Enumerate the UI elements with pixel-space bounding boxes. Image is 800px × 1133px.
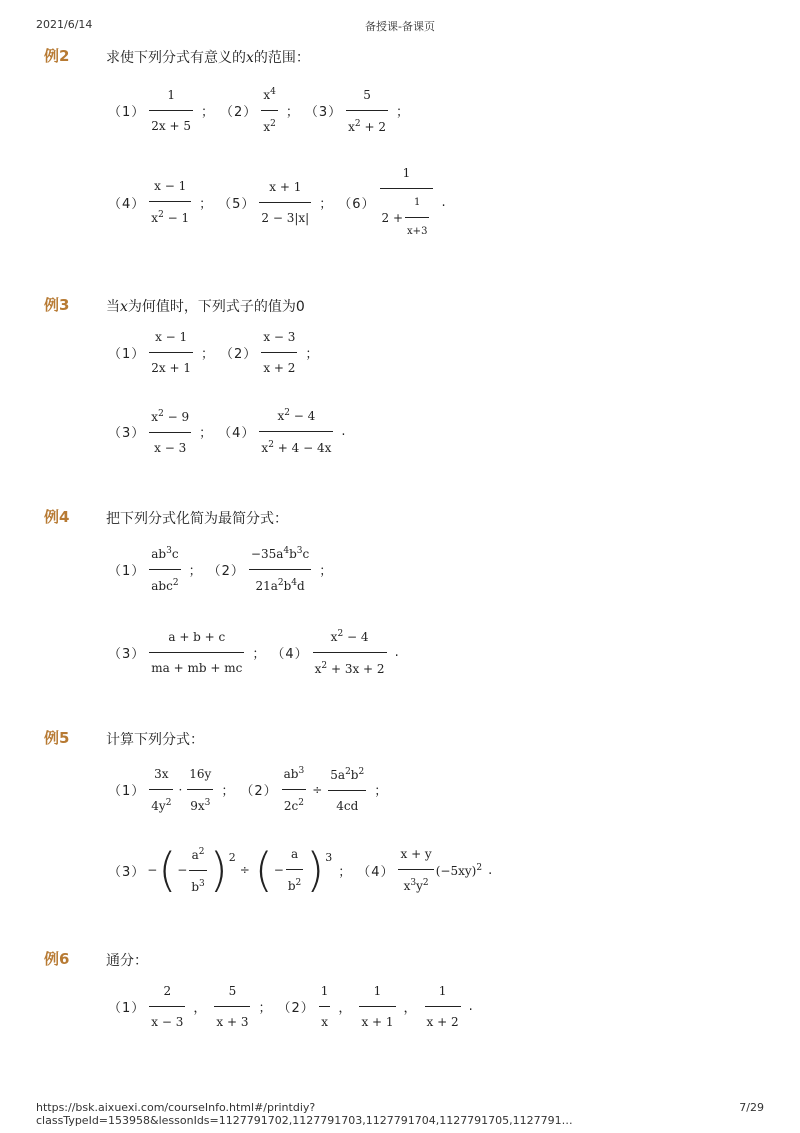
item-number: （4） xyxy=(218,426,256,441)
problem-row: （3） $\frac{a + b + c}{ma + mb + mc}$ ； （4） $\frac{x^2 - 4}{x^2 + 3x + 2}$ . xyxy=(108,629,399,676)
fraction: $\frac{ab^3c}{abc^2}$ xyxy=(151,546,179,593)
item-number: （2） xyxy=(277,1001,315,1016)
fraction: $\frac{x - 1}{x^2 - 1}$ xyxy=(151,179,190,225)
fraction: $\frac{1}{2x + 5}$ xyxy=(151,88,192,133)
item-number: （2） xyxy=(220,105,258,120)
fraction: $\frac{1}{x + 2}$ xyxy=(426,984,459,1029)
item-number: （1） xyxy=(108,1001,146,1016)
problem-row: （1） $\frac{ab^3c}{abc^2}$ ； （2） $\frac{-35a^4b^3c}{21a^2b^4d}$ ； xyxy=(108,546,333,593)
item-number: （1） xyxy=(108,105,146,120)
fraction: $\frac{a}{b^2}$ xyxy=(287,847,302,893)
example-label: 例4 xyxy=(44,508,70,526)
example-prompt: 通分： xyxy=(106,953,148,969)
fraction: $\frac{x^4}{x^2}$ xyxy=(263,87,276,134)
problem-row: （1） $\frac{3x}{4y^2}$ · $\frac{16y}{9x^3}$ ； （2） $\frac{ab^3}{2c^2}$ ÷ $\frac{5a^2b^2}{4cd}$ ； xyxy=(108,766,388,813)
item-number: （2） xyxy=(240,784,278,799)
example-prompt: 当x为何值时，下列式子的值为0 xyxy=(106,299,305,315)
problem-row: （3） $\frac{x^2 - 9}{x - 3}$ ； （4） $\frac{x^2 - 4}{x^2 + 4 - 4x}$ . xyxy=(108,408,346,455)
problem-row: （4） $\frac{x - 1}{x^2 - 1}$ ； （5） $\frac{x + 1}{2 - 3|x|}$ ； （6） 1 2 + $\frac{1}{x+3}$ . xyxy=(108,166,446,237)
fraction: $\frac{x - 1}{2x + 1}$ xyxy=(151,330,192,375)
item-number: （6） xyxy=(338,196,376,212)
fraction: $\frac{3x}{4y^2}$ xyxy=(151,766,172,813)
example-label: 例6 xyxy=(44,950,70,968)
item-number: （4） xyxy=(357,864,395,880)
item-number: （2） xyxy=(220,347,258,362)
fraction: $\frac{2}{x - 3}$ xyxy=(151,984,184,1029)
fraction: $\frac{5}{x + 3}$ xyxy=(216,984,249,1029)
problem-row: （1） $\frac{x - 1}{2x + 1}$ ； （2） $\frac{x - 3}{x + 2}$ ； xyxy=(108,330,319,375)
item-number: （3） xyxy=(108,647,146,662)
fraction: $\frac{a^2}{b^3}$ xyxy=(191,846,205,894)
complex-fraction: 1 2 + $\frac{1}{x+3}$ xyxy=(380,167,434,237)
print-date: 2021/6/14 xyxy=(36,18,93,31)
example-label: 例5 xyxy=(44,729,70,747)
page-url: https://bsk.aixuexi.com/courseInfo.html#/printdiy?classTypeId=153958&lessonIds=1127791702,1127791703,1127791704,1127791705,1127791… xyxy=(36,1101,573,1127)
fraction: $\frac{5a^2b^2}{4cd}$ xyxy=(330,766,365,813)
problem-row: （1） $\frac{2}{x - 3}$ ， $\frac{5}{x + 3}$ ； （2） $\frac{1}{x}$ ， $\frac{1}{x + 1}$ ， $\frac{1}{x + 2}$ . xyxy=(108,984,473,1029)
item-number: （1） xyxy=(108,784,146,799)
example-prompt: 求使下列分式有意义的x的范围： xyxy=(106,50,310,66)
example-label: 例3 xyxy=(44,296,70,314)
fraction: $\frac{1}{x}$ xyxy=(320,984,329,1029)
fraction: $\frac{5}{x^2 + 2}$ xyxy=(348,87,386,134)
problem-row: （3） − ( − $\frac{a^2}{b^3}$ ) 2 ÷ ( − $\frac{a}{b^2}$ ) 3 ； （4） $\frac{x + y}{x^3y^2}$ $(-5xy)^2$ . xyxy=(108,843,493,897)
item-number: （1） xyxy=(108,564,146,579)
fraction: $\frac{x - 3}{x + 2}$ xyxy=(263,330,296,375)
fraction: $\frac{x^2 - 9}{x - 3}$ xyxy=(151,408,190,455)
item-number: （1） xyxy=(108,347,146,362)
page-title: 备授课-备课页 xyxy=(365,20,435,33)
item-number: （3） xyxy=(108,426,146,441)
example-prompt: 把下列分式化简为最简分式： xyxy=(106,511,288,527)
item-number: （4） xyxy=(108,196,146,212)
fraction: $\frac{ab^3}{2c^2}$ xyxy=(283,766,305,813)
fraction: $\frac{x + y}{x^3y^2}$ xyxy=(400,847,432,893)
fraction: $\frac{1}{x + 1}$ xyxy=(361,984,394,1029)
item-number: （3） xyxy=(304,105,343,120)
item-number: （2） xyxy=(207,564,245,579)
problem-row: （1） $\frac{1}{2x + 5}$ ； （2） $\frac{x^4}{x^2}$ ； （3） $\frac{5}{x^2 + 2}$ ； xyxy=(108,87,409,134)
fraction: $\frac{x^2 - 4}{x^2 + 4 - 4x}$ xyxy=(261,408,332,455)
fraction: $\frac{a + b + c}{ma + mb + mc}$ xyxy=(151,630,243,675)
fraction: $\frac{16y}{9x^3}$ xyxy=(189,766,212,813)
fraction: $\frac{-35a^4b^3c}{21a^2b^4d}$ xyxy=(250,546,310,593)
fraction: $\frac{x + 1}{2 - 3|x|}$ xyxy=(261,179,310,225)
fraction: $\frac{x^2 - 4}{x^2 + 3x + 2}$ xyxy=(314,629,385,676)
item-number: （3） xyxy=(108,864,146,880)
example-prompt: 计算下列分式： xyxy=(106,732,204,748)
item-number: （5） xyxy=(218,196,256,212)
example-label: 例2 xyxy=(44,47,70,65)
item-number: （4） xyxy=(271,647,309,662)
page-number: 7/29 xyxy=(739,1101,764,1114)
